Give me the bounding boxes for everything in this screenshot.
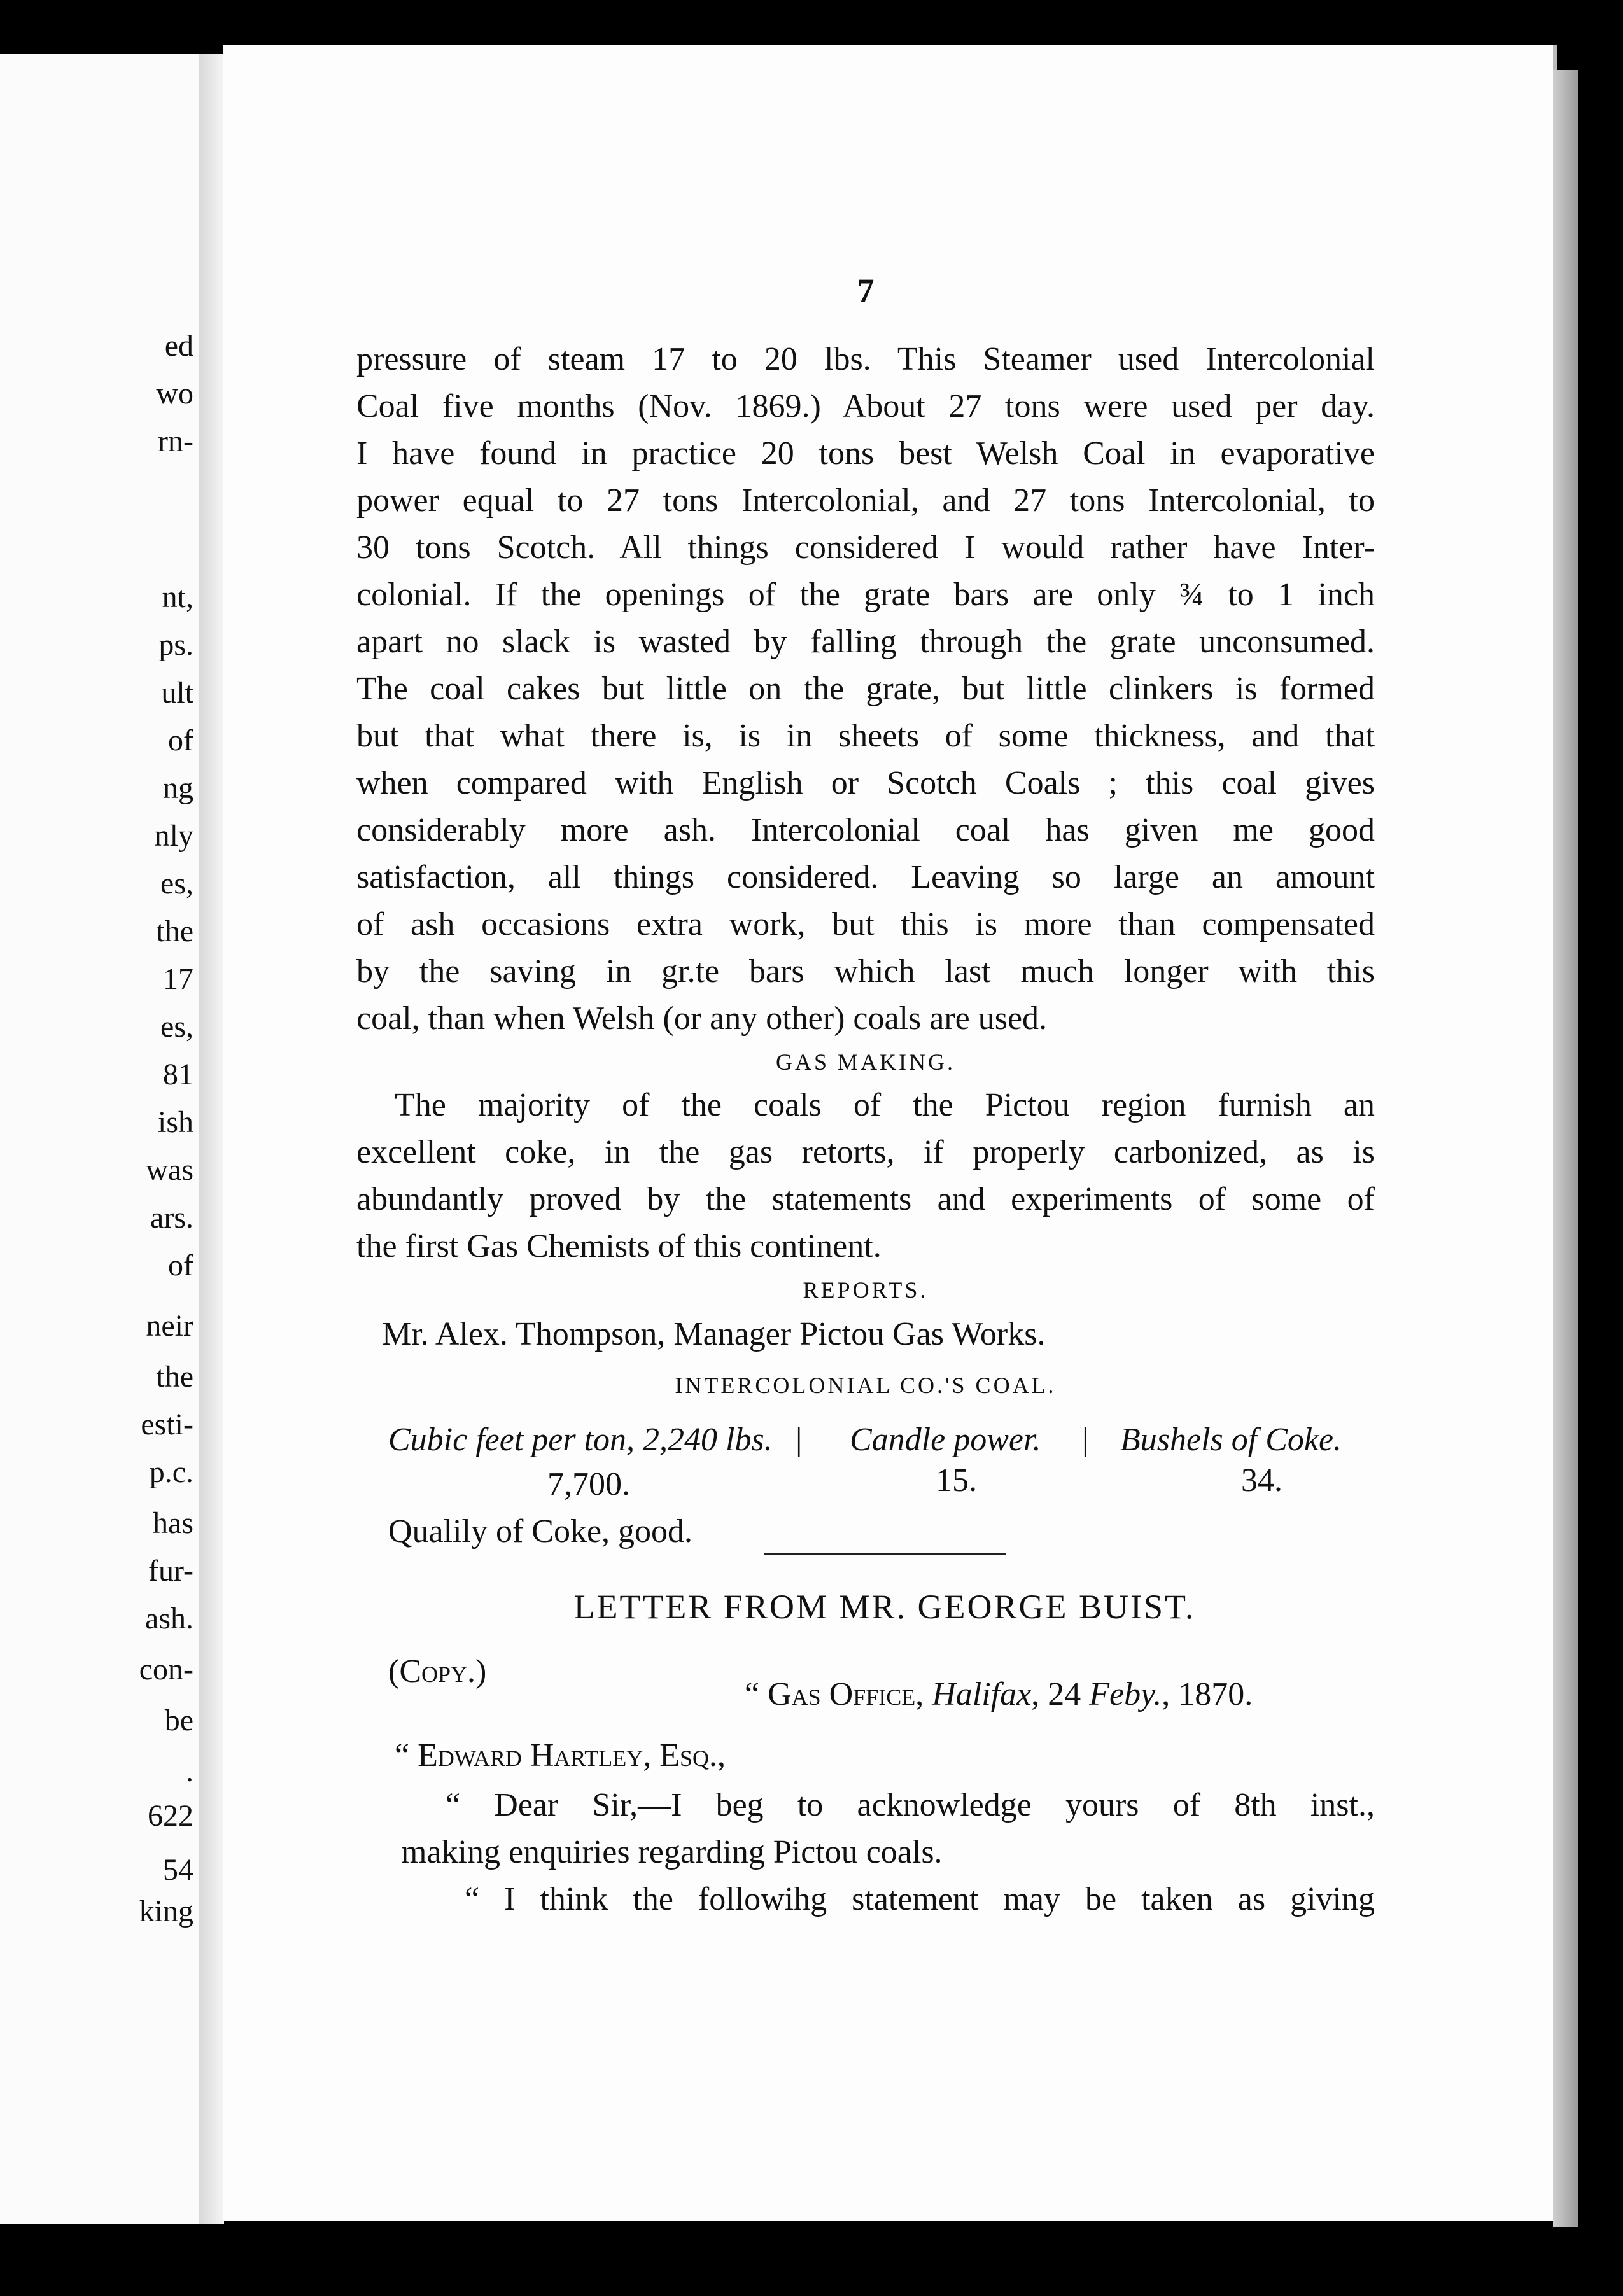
section-rule (764, 1553, 1006, 1555)
left-page-fragment: es, (160, 867, 193, 900)
addressee: “ Edward Hartley, Esq., (395, 1737, 726, 1774)
report-author: Mr. Alex. Thompson, Manager Pictou Gas Works. (382, 1316, 1046, 1352)
left-page-fragment: p.c. (149, 1455, 193, 1489)
left-page-fragment: nt, (162, 580, 193, 614)
left-page-fragment: 17 (163, 962, 193, 996)
heading-gas-making: GAS MAKING. (775, 1049, 955, 1075)
text-line: The coal cakes but little on the grate, but little clinkers is formed (356, 671, 1375, 707)
value-candle-power: 15. (936, 1462, 977, 1499)
left-page-fragment: be (164, 1704, 193, 1737)
quality-line: Qualily of Coke, good. (388, 1513, 693, 1550)
text-line: 30 tons Scotch. All things considered I would rather have Inter- (356, 529, 1375, 566)
left-page-fragment: the (156, 1360, 193, 1394)
left-page-fragment: rn- (158, 424, 193, 458)
left-page-fragment: of (168, 1249, 193, 1282)
copy-label: (Copy.) (388, 1653, 487, 1690)
text-line: the first Gas Chemists of this continent. (356, 1228, 882, 1264)
left-page-fragment: wo (156, 377, 193, 410)
left-page-fragment: king (139, 1894, 193, 1928)
letter-place-date (745, 1671, 1375, 1718)
city: Halifax (932, 1676, 1032, 1712)
year: , 1870. (1162, 1676, 1253, 1712)
text-line: pressure of steam 17 to 20 lbs. This Steamer used Intercolonial (356, 341, 1375, 377)
text-line: apart no slack is wasted by falling through the grate unconsumed. (356, 624, 1375, 660)
text-line: power equal to 27 tons Intercolonial, and 27 tons Intercolonial, to (356, 482, 1375, 519)
left-page-fragment: 81 (163, 1058, 193, 1091)
place-text: “ Gas Office, (745, 1676, 932, 1712)
text-line: I have found in practice 20 tons best Welsh Coal in evaporative (356, 435, 1375, 472)
text-line: Coal five months (Nov. 1869.) About 27 tons were used per day. (356, 388, 1375, 424)
col-header-cubic-feet: Cubic feet per ton, 2,240 lbs. (388, 1422, 773, 1458)
text-line: excellent coke, in the gas retorts, if properly carbonized, as is (356, 1134, 1375, 1170)
text-line: “ I think the followihg statement may be taken as giving (465, 1881, 1375, 1917)
text-line: when compared with English or Scotch Coals ; this coal gives (356, 765, 1375, 801)
left-page-fragment: con- (139, 1653, 193, 1686)
left-page-fragment: was (146, 1153, 193, 1187)
left-page-fragment: es, (160, 1010, 193, 1044)
text-line: of ash occasions extra work, but this is more than compensated (356, 906, 1375, 942)
text-line: considerably more ash. Intercolonial coal has given me good (356, 812, 1375, 848)
value-cubic-feet: 7,700. (547, 1466, 630, 1502)
left-page-fragment: esti- (141, 1408, 193, 1441)
text-line: but that what there is, is in sheets of some thickness, and that (356, 718, 1375, 754)
date-mid: , 24 (1031, 1676, 1090, 1712)
left-page-fragment: 54 (163, 1853, 193, 1887)
left-page-fragment: has (153, 1506, 193, 1540)
col-separator: | (1082, 1422, 1089, 1458)
text-line: colonial. If the openings of the grate bars are only ¾ to 1 inch (356, 577, 1375, 613)
left-page-fragment: fur- (148, 1554, 193, 1588)
heading-coal: INTERCOLONIAL CO.'S COAL. (675, 1373, 1057, 1398)
text-line: satisfaction, all things considered. Leaving so large an amount (356, 859, 1375, 895)
heading-reports: REPORTS. (803, 1277, 929, 1303)
left-page-fragment: ash. (145, 1602, 193, 1635)
letter-title: LETTER FROM MR. GEORGE BUIST. (573, 1588, 1196, 1626)
text-line: by the saving in gr.te bars which last much longer with this (356, 953, 1375, 990)
left-page-fragment: nly (154, 819, 193, 853)
col-separator: | (796, 1422, 803, 1458)
text-line: making enquiries regarding Pictou coals. (401, 1834, 943, 1870)
col-header-candle-power: Candle power. (850, 1422, 1041, 1458)
month: Feby. (1089, 1676, 1162, 1712)
left-page-fragment: of (168, 724, 193, 757)
left-page-fragment: neir (146, 1309, 193, 1343)
left-page-fragment: ars. (150, 1201, 193, 1235)
left-page-fragment: ps. (158, 628, 193, 662)
left-page-fragment: ish (157, 1105, 193, 1139)
left-page (0, 54, 200, 2224)
value-bushels-coke: 34. (1241, 1462, 1282, 1499)
left-page-fragment: . (186, 1754, 193, 1788)
text-line: “ Dear Sir,—I beg to acknowledge yours of 8th inst., (446, 1787, 1375, 1823)
left-page-fragment: ed (164, 329, 193, 363)
left-page-fragment: ult (161, 676, 193, 710)
text-line: abundantly proved by the statements and experiments of some of (356, 1181, 1375, 1217)
text-line: The majority of the coals of the Pictou region furnish an (395, 1087, 1375, 1123)
left-page-fragment: the (156, 914, 193, 948)
text-line: coal, than when Welsh (or any other) coals are used. (356, 1000, 1048, 1037)
page-number: 7 (857, 272, 875, 310)
col-header-bushels-coke: Bushels of Coke. (1120, 1422, 1342, 1458)
left-page-fragment: ng (163, 771, 193, 805)
book-gutter (199, 54, 224, 2224)
left-page-fragment: 622 (148, 1799, 193, 1833)
page-edge (1553, 70, 1578, 2227)
